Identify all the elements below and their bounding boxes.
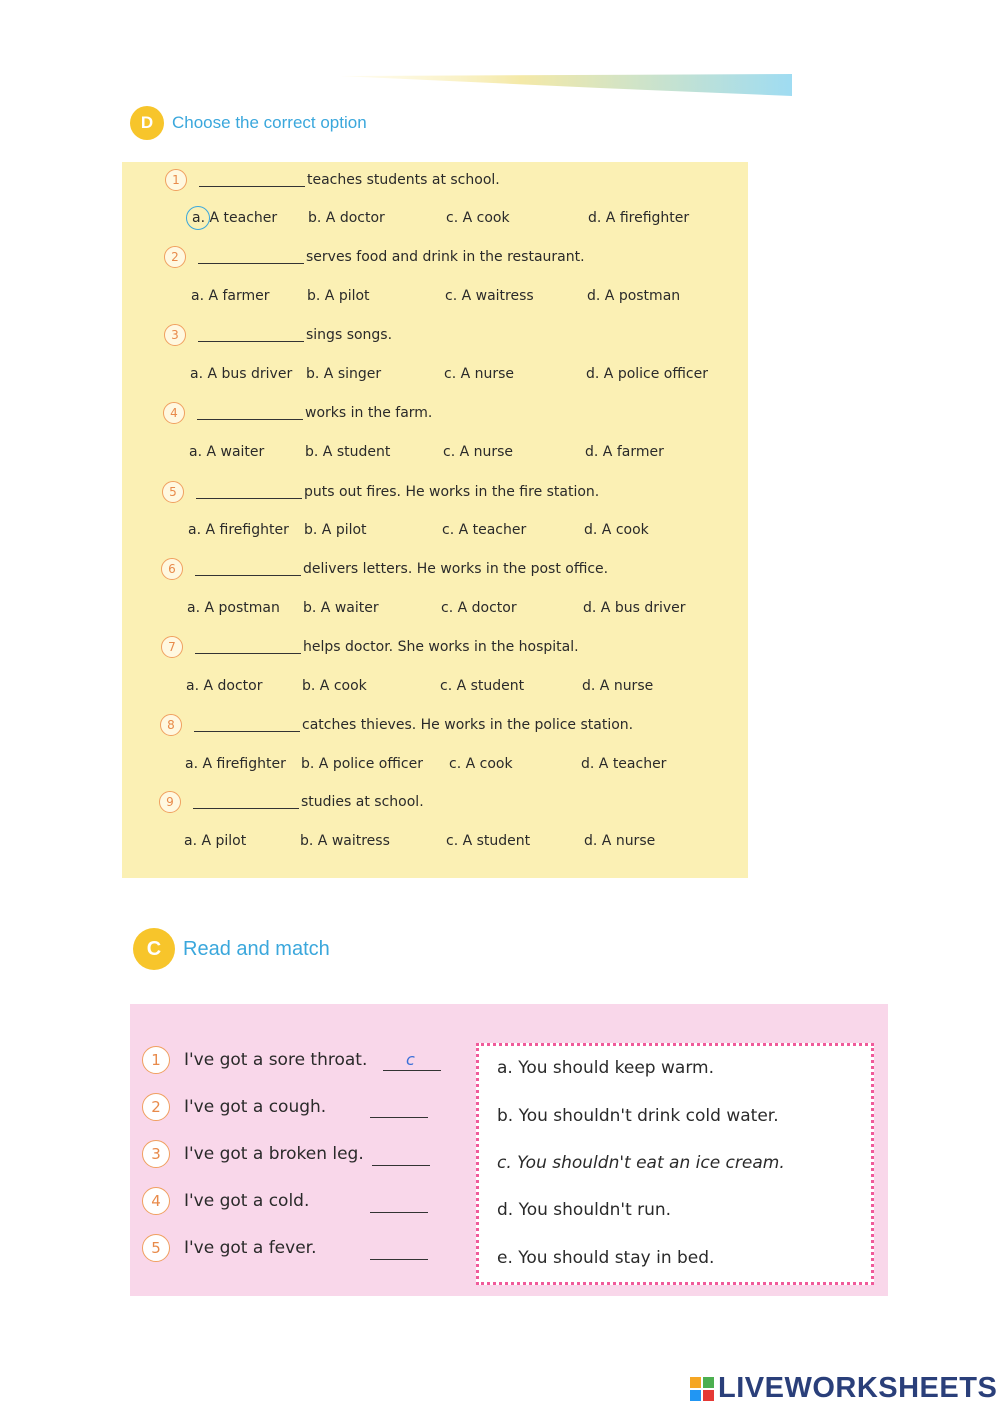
option-b[interactable]: b. A waiter: [303, 600, 379, 616]
question-6: [161, 558, 608, 580]
match-number: 3: [142, 1140, 170, 1168]
question-4: [163, 402, 432, 424]
option-b[interactable]: b. A waitress: [300, 833, 390, 849]
match-answer-blank-3[interactable]: [372, 1151, 430, 1166]
match-answer-blank-2[interactable]: [370, 1103, 428, 1118]
answer-blank[interactable]: [197, 407, 303, 420]
option-c[interactable]: c. A student: [446, 833, 531, 849]
option-d[interactable]: d. A bus driver: [583, 600, 686, 616]
option-b[interactable]: b. A student: [305, 444, 391, 460]
match-text: I've got a sore throat.: [184, 1050, 368, 1070]
option-b[interactable]: b. A cook: [302, 678, 367, 694]
question-text: puts out fires. He works in the fire station.: [304, 484, 600, 500]
option-d[interactable]: d. A nurse: [582, 678, 654, 694]
answer-blank[interactable]: [198, 251, 304, 264]
selected-circle: [186, 206, 210, 230]
option-a[interactable]: a. A doctor: [186, 678, 263, 694]
match-row-3: [142, 1140, 364, 1168]
match-row-4: [142, 1187, 309, 1215]
option-c[interactable]: c. A nurse: [444, 366, 515, 382]
option-a[interactable]: a. A teacher: [192, 210, 277, 226]
answer-blank[interactable]: [195, 563, 301, 576]
option-a[interactable]: a. A firefighter: [188, 522, 289, 538]
option-a[interactable]: a. A waiter: [189, 444, 265, 460]
option-b[interactable]: b. A doctor: [308, 210, 385, 226]
match-answer-1: c: [406, 1050, 415, 1069]
option-a[interactable]: a. A farmer: [191, 288, 270, 304]
question-1: [165, 169, 500, 191]
match-row-1: [142, 1046, 367, 1074]
option-c[interactable]: c. A cook: [446, 210, 510, 226]
question-5: [162, 481, 599, 503]
section-d-badge: D: [130, 106, 164, 140]
question-text: catches thieves. He works in the police station.: [302, 717, 634, 733]
question-number: 7: [161, 636, 183, 658]
liveworksheets-brand: [690, 1372, 997, 1405]
option-a[interactable]: a. A firefighter: [185, 756, 286, 772]
answer-blank[interactable]: [193, 796, 299, 809]
liveworksheets-logo-icon: [690, 1377, 714, 1401]
question-7: [161, 636, 579, 658]
option-d[interactable]: d. A teacher: [581, 756, 667, 772]
option-c[interactable]: c. A teacher: [442, 522, 527, 538]
question-text: teaches students at school.: [307, 172, 500, 188]
option-d[interactable]: d. A firefighter: [588, 210, 690, 226]
question-number: 9: [159, 791, 181, 813]
option-d[interactable]: d. A police officer: [586, 366, 708, 382]
answer-blank[interactable]: [194, 719, 300, 732]
match-text: I've got a cough.: [184, 1097, 327, 1117]
match-number: 5: [142, 1234, 170, 1262]
question-number: 3: [164, 324, 186, 346]
option-a[interactable]: a. A bus driver: [190, 366, 293, 382]
question-text: helps doctor. She works in the hospital.: [303, 639, 579, 655]
question-text: serves food and drink in the restaurant.: [306, 249, 585, 265]
match-number: 1: [142, 1046, 170, 1074]
option-b[interactable]: b. A pilot: [304, 522, 367, 538]
question-number: 1: [165, 169, 187, 191]
match-number: 4: [142, 1187, 170, 1215]
question-text: works in the farm.: [305, 405, 433, 421]
answer-blank[interactable]: [195, 641, 301, 654]
match-row-5: [142, 1234, 317, 1262]
match-text: I've got a fever.: [184, 1238, 317, 1258]
option-b[interactable]: b. A police officer: [301, 756, 423, 772]
match-answer-blank-4[interactable]: [370, 1198, 428, 1213]
option-a[interactable]: a. A pilot: [184, 833, 247, 849]
match-option-a: a. You should keep warm.: [497, 1058, 714, 1078]
decorative-header-band: [340, 74, 792, 96]
option-d[interactable]: d. A postman: [587, 288, 681, 304]
question-number: 5: [162, 481, 184, 503]
option-c[interactable]: c. A waitress: [445, 288, 534, 304]
question-number: 4: [163, 402, 185, 424]
match-option-e: e. You should stay in bed.: [497, 1248, 715, 1268]
question-number: 6: [161, 558, 183, 580]
option-c[interactable]: c. A nurse: [443, 444, 514, 460]
match-number: 2: [142, 1093, 170, 1121]
answer-blank[interactable]: [196, 486, 302, 499]
section-c-badge: C: [133, 928, 175, 970]
option-c[interactable]: c. A student: [440, 678, 525, 694]
match-row-2: [142, 1093, 326, 1121]
match-answer-blank-5[interactable]: [370, 1245, 428, 1260]
answer-blank[interactable]: [198, 329, 304, 342]
option-b[interactable]: b. A singer: [306, 366, 382, 382]
question-8: [160, 714, 633, 736]
match-option-b: b. You shouldn't drink cold water.: [497, 1106, 779, 1126]
option-d[interactable]: d. A nurse: [584, 833, 656, 849]
answer-blank[interactable]: [199, 174, 305, 187]
match-text: I've got a broken leg.: [184, 1144, 364, 1164]
option-d[interactable]: d. A cook: [584, 522, 649, 538]
brand-text: LIVEWORKSHEETS: [718, 1372, 998, 1404]
match-option-c: c. You shouldn't eat an ice cream.: [497, 1153, 785, 1173]
question-9: [159, 791, 424, 813]
question-2: [164, 246, 585, 268]
section-c-header: [133, 928, 330, 970]
option-c[interactable]: c. A doctor: [441, 600, 517, 616]
question-number: 2: [164, 246, 186, 268]
option-b[interactable]: b. A pilot: [307, 288, 370, 304]
match-text: I've got a cold.: [184, 1191, 310, 1211]
option-c[interactable]: c. A cook: [449, 756, 513, 772]
section-d-header: [130, 106, 367, 140]
question-text: delivers letters. He works in the post office.: [303, 561, 609, 577]
question-3: [164, 324, 392, 346]
question-text: sings songs.: [306, 327, 393, 343]
match-option-d: d. You shouldn't run.: [497, 1200, 672, 1220]
question-text: studies at school.: [301, 794, 424, 810]
question-number: 8: [160, 714, 182, 736]
option-d[interactable]: d. A farmer: [585, 444, 664, 460]
section-d-title: Choose the correct option: [172, 113, 367, 132]
section-c-title: Read and match: [183, 937, 330, 960]
option-a[interactable]: a. A postman: [187, 600, 280, 616]
